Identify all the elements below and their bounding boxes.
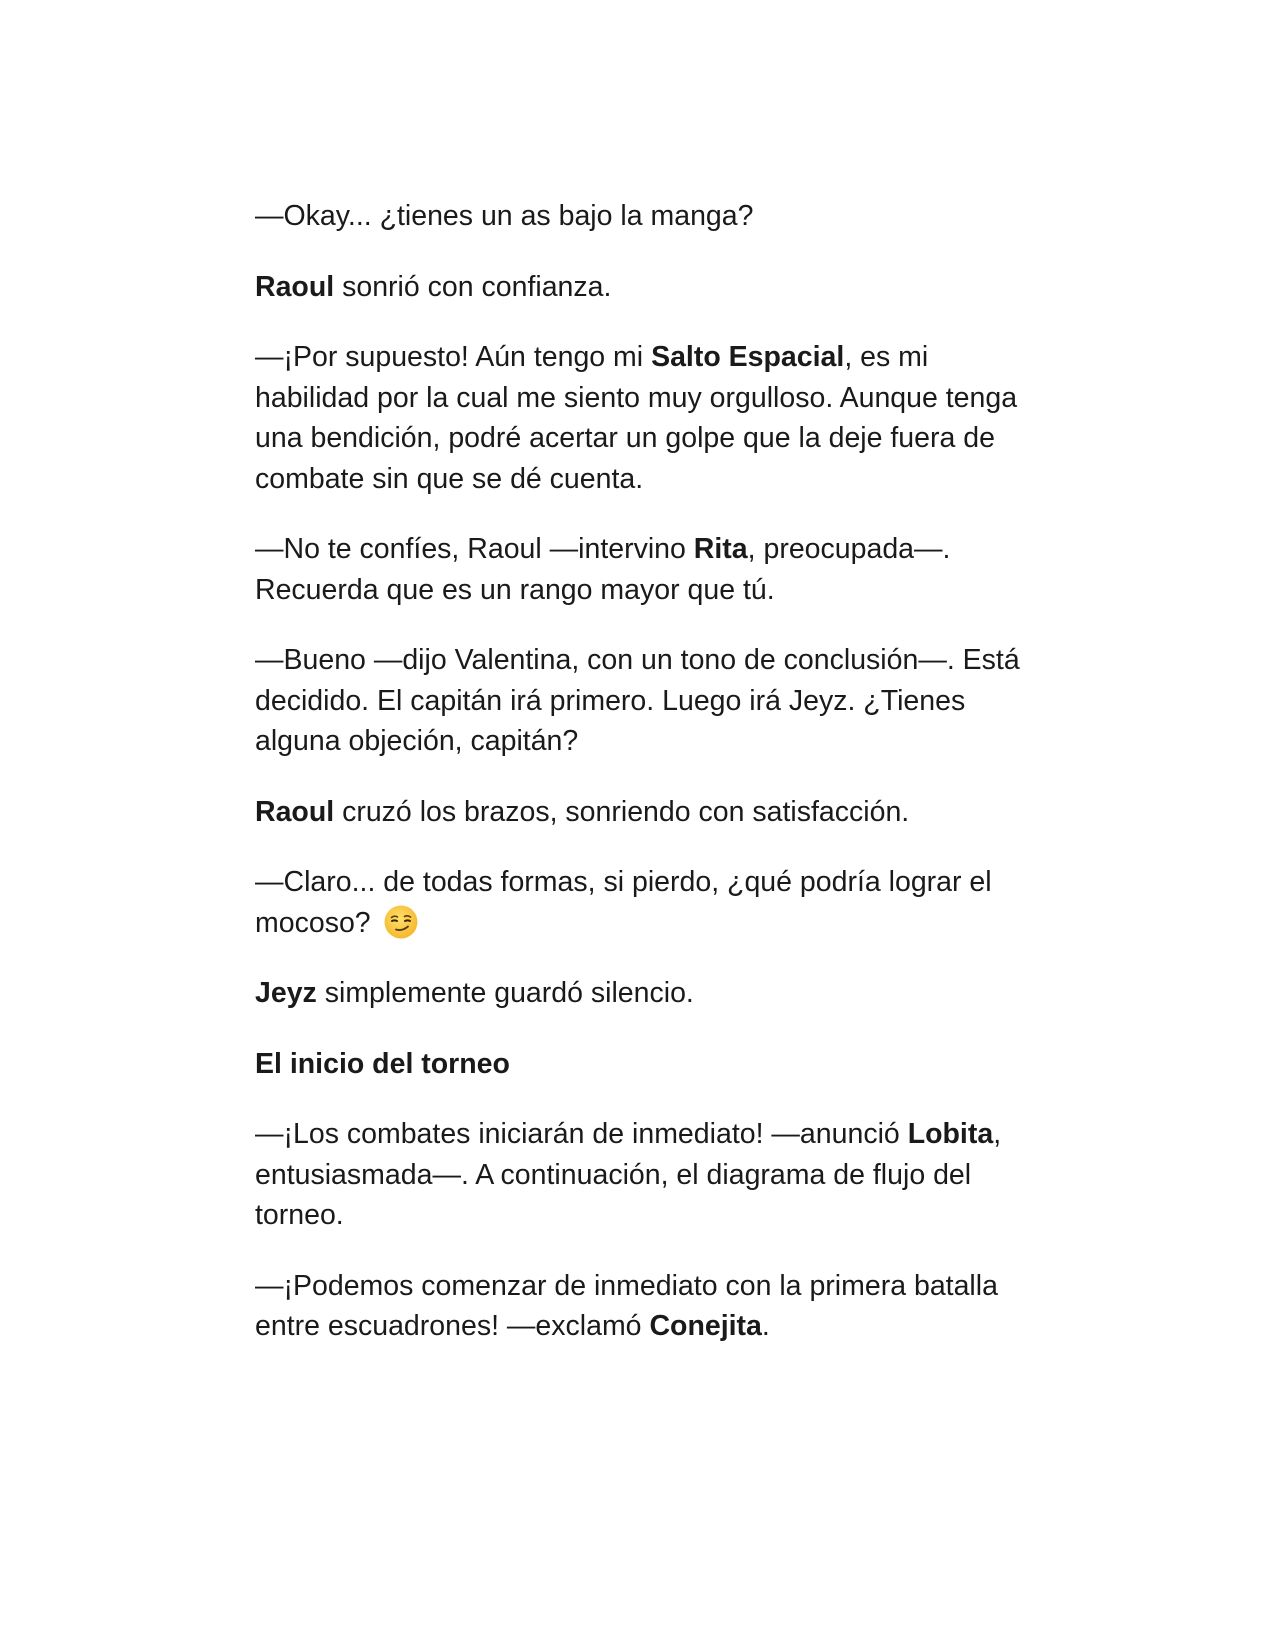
paragraph xyxy=(255,973,1025,1014)
text-segment: —¡Podemos comenzar de inmediato con la primera batalla entre escuadrones! —exclamó xyxy=(255,1269,998,1342)
paragraph xyxy=(255,196,1025,237)
bold-text: Jeyz xyxy=(255,977,317,1009)
text-segment: —Bueno —dijo Valentina, con un tono de conclusión—. Está decidido. El capitán irá primero. Luego irá Jeyz. ¿Tienes alguna objeción, capitán? xyxy=(255,644,1020,757)
text-segment: —Okay... ¿tienes un as bajo la manga? xyxy=(255,200,754,232)
paragraph xyxy=(255,862,1025,943)
paragraph xyxy=(255,792,1025,833)
text-segment: —No te confíes, Raoul —intervino xyxy=(255,533,694,565)
text-segment: cruzó los brazos, sonriendo con satisfacción. xyxy=(334,795,910,828)
bold-text: Raoul xyxy=(255,270,335,303)
text-segment: —Claro... de todas formas, si pierdo, ¿qué podría lograr el mocoso? xyxy=(255,866,992,939)
document-page xyxy=(255,196,1025,1377)
bold-text: Conejita xyxy=(649,1310,762,1342)
text-segment: , entusiasmada—. A continuación, el diagrama de flujo del torneo. xyxy=(255,1118,1002,1231)
text-segment: simplemente guardó silencio. xyxy=(316,977,694,1009)
bold-text: Raoul xyxy=(255,795,335,828)
paragraph xyxy=(255,337,1025,499)
bold-text: Salto Espacial xyxy=(651,341,845,373)
paragraph xyxy=(255,1044,1025,1085)
paragraph xyxy=(255,640,1025,762)
paragraph xyxy=(255,529,1025,610)
text-segment: . xyxy=(761,1310,770,1342)
text-segment: —¡Por supuesto! Aún tengo mi xyxy=(255,341,652,373)
text-segment: sonrió con confianza. xyxy=(334,270,612,303)
text-segment: , preocupada—. Recuerda que es un rango mayor que tú. xyxy=(255,533,951,606)
bold-text: Rita xyxy=(693,533,748,565)
bold-text: El inicio del torneo xyxy=(255,1047,510,1080)
text-segment: —¡Los combates iniciarán de inmediato! —anunció xyxy=(255,1118,908,1150)
paragraph xyxy=(255,267,1025,308)
bold-text: Lobita xyxy=(907,1118,994,1150)
text-segment: , es mi habilidad por la cual me siento muy orgulloso. Aunque tenga una bendición, podré acertar un golpe que la deje fuera de combate sin que se dé cuenta. xyxy=(255,341,1018,495)
smirking-face-icon xyxy=(383,904,419,940)
paragraph xyxy=(255,1266,1025,1347)
paragraph xyxy=(255,1114,1025,1236)
